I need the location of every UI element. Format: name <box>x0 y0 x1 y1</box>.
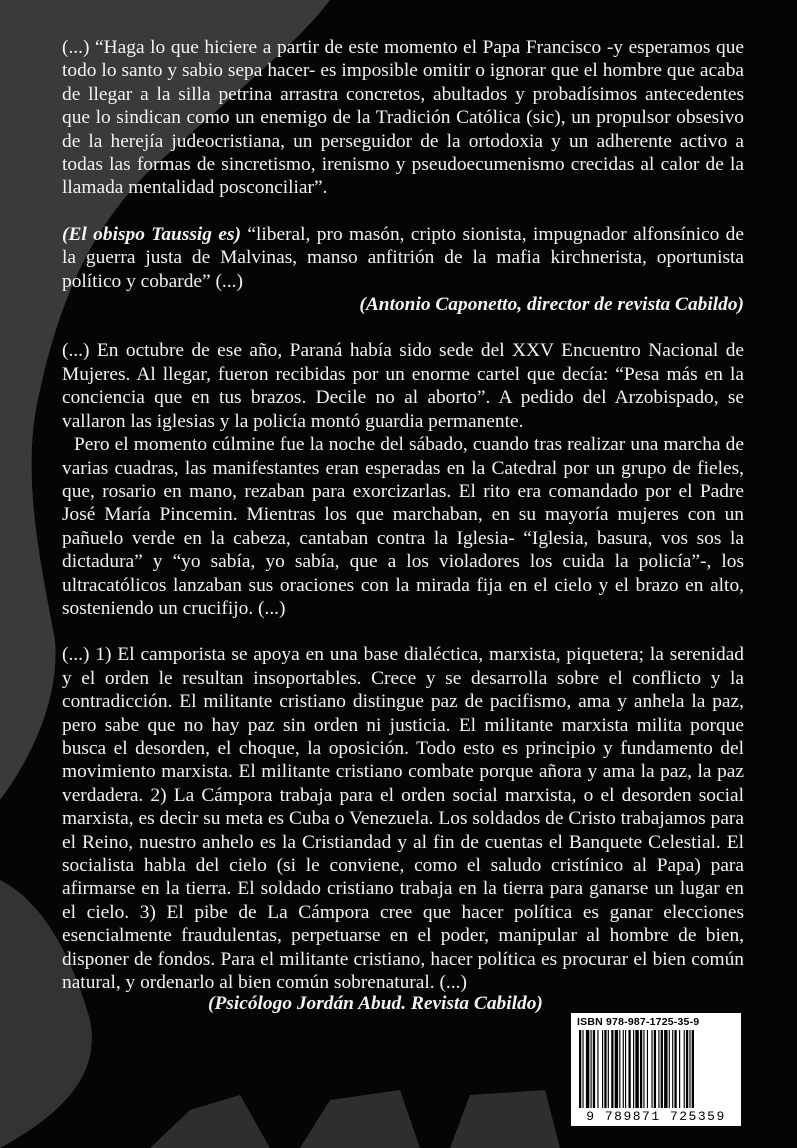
bottom-lettering-shape <box>150 1090 560 1148</box>
barcode-bar <box>623 1030 624 1108</box>
barcode-bar <box>635 1030 638 1108</box>
barcode-bar <box>633 1030 634 1108</box>
quote-paragraph-3: (...) En octubre de ese año, Paraná había sido sede del XXV Encuentro Nacional de Mujeres. Al llegar, fueron recibidas por un enorme cartel que decía: “Pesa más en la conciencia que en tus brazos. Decile no al aborto”. A pedido del Arzobispado, se vallaron las iglesias y la policía montó guardia permanente. <box>62 340 744 432</box>
barcode-bar <box>586 1030 589 1108</box>
barcode-bar <box>591 1030 592 1108</box>
barcode-bar <box>643 1030 644 1108</box>
barcode-bar <box>686 1030 688 1108</box>
barcode-bar <box>640 1030 642 1108</box>
attribution-caponetto: (Antonio Caponetto, director de revista Cabildo) <box>359 294 744 316</box>
isbn-barcode <box>571 1013 741 1126</box>
quote-paragraph-2 <box>62 223 744 293</box>
barcode-bar <box>679 1030 680 1108</box>
barcode-bar <box>602 1030 603 1108</box>
barcode-bar <box>604 1030 606 1108</box>
isbn-label: ISBN 978-987-1725-35-9 <box>577 1016 700 1028</box>
barcode-bar <box>619 1030 620 1108</box>
barcode-bar <box>611 1030 613 1108</box>
barcode-bar <box>593 1030 595 1108</box>
barcode-bar <box>608 1030 609 1108</box>
barcode-bar <box>658 1030 659 1108</box>
barcode-bars <box>579 1030 733 1110</box>
isbn-digits: 9 789871 725359 <box>586 1109 726 1124</box>
attribution-abud: (Psicólogo Jordán Abud. Revista Cabildo) <box>208 993 543 1014</box>
barcode-bar <box>664 1030 667 1108</box>
barcode-bar <box>582 1030 583 1108</box>
barcode-bar <box>651 1030 652 1108</box>
quote-paragraph-1: (...) “Haga lo que hiciere a partir de este momento el Papa Francisco -y esperamos que todo lo santo y sabio sepa hacer- es imposible omitir o ignorar que el hombre que acaba de llegar a la silla petrina arrastra concretos, abultados y probadísimos antecedentes que lo sindican como un enemigo de la Tradición Católica (sic), un propulsor obsesivo de la herejía judeocristiana, un perseguidor de la ortodoxia y un adherente activo a todas las formas de sincretismo, irenismo y pseudoecumenismo crecidas al calor de la llamada mentalidad posconciliar”. <box>62 37 744 199</box>
barcode-bar <box>647 1030 648 1108</box>
barcode-bar <box>689 1030 690 1108</box>
barcode-bar <box>672 1030 673 1108</box>
quote-2-lead: (El obispo Taussig es) <box>62 223 242 245</box>
barcode-bar <box>597 1030 598 1108</box>
barcode-bar <box>615 1030 618 1108</box>
barcode-bar <box>674 1030 676 1108</box>
barcode-bar <box>661 1030 663 1108</box>
quote-paragraph-4: Pero el momento cúlmine fue la noche del sábado, cuando tras realizar una marcha de varias cuadras, las manifestantes eran esperadas en la Catedral por un grupo de fieles, que, rosario en mano, rezaban para exorcizarlas. El rito era comandado por el Padre José María Pincemin. Mientras los que marchaban, en su mayoría mujeres con un pañuelo verde en la cabeza, cantaban contra la Iglesia- “Iglesia, basura, vos sos la dictadura” y “yo sabía, yo sabía, que a los violadores los cuida la policía”-, los ultracatólicos lanzaban sus oraciones con la mirada fija en el cielo y el brazo en alto, sosteniendo un crucifijo. (...) <box>62 434 744 619</box>
barcode-bar <box>669 1030 670 1108</box>
barcode-bar <box>625 1030 626 1108</box>
barcode-bar <box>684 1030 685 1108</box>
barcode-bar <box>628 1030 630 1108</box>
quote-paragraph-5: (...) 1) El camporista se apoya en una base dialéctica, marxista, piquetera; la serenidad y el orden le resultan insoportables. Crece y se desarrolla sobre el conflicto y la contradicción. El militante cristiano distingue paz de pacifismo, ama y anhela la paz, pero sabe que no hay paz sin orden ni justicia. El militante marxista milita porque busca el desorden, el choque, la oposición. Todo esto es principio y fundamento del movimiento marxista. El militante cristiano combate porque añora y ama la paz, la paz verdadera. 2) La Cámpora trabaja para el orden social marxista, o el desorden social marxista, es decir su meta es Cuba o Venezuela. Los soldados de Cristo trabajamos para el Reino, nuestro anhelo es la Cristiandad y al fin de cuentas el Banquete Celestial. El socialista habla del cielo (si le conviene, como el saludo cristínico al Papa) para afirmarse en la tierra. El soldado cristiano trabaja en la tierra para ganarse un lugar en el cielo. 3) El pibe de La Cámpora cree que hacer política es ganar elecciones esencialmente fraudulentas, perpetuarse en el poder, manipular al hombre de bien, disponer de fondos. Para el militante cristiano, hacer política es procurar el bien común natural, y ordenarlo al bien común sobrenatural. (...) <box>62 644 744 994</box>
barcode-bar <box>654 1030 656 1108</box>
barcode-bar <box>692 1030 694 1108</box>
back-cover-text <box>62 36 744 994</box>
quote-2-body: “liberal, pro masón, cripto sionista, impugnador alfonsínico de la guerra justa de Malvinas, manso anfitrión de la mafia kirchnerista, oportunista político y cobarde” (...) <box>62 223 744 292</box>
barcode-bar <box>579 1030 581 1108</box>
